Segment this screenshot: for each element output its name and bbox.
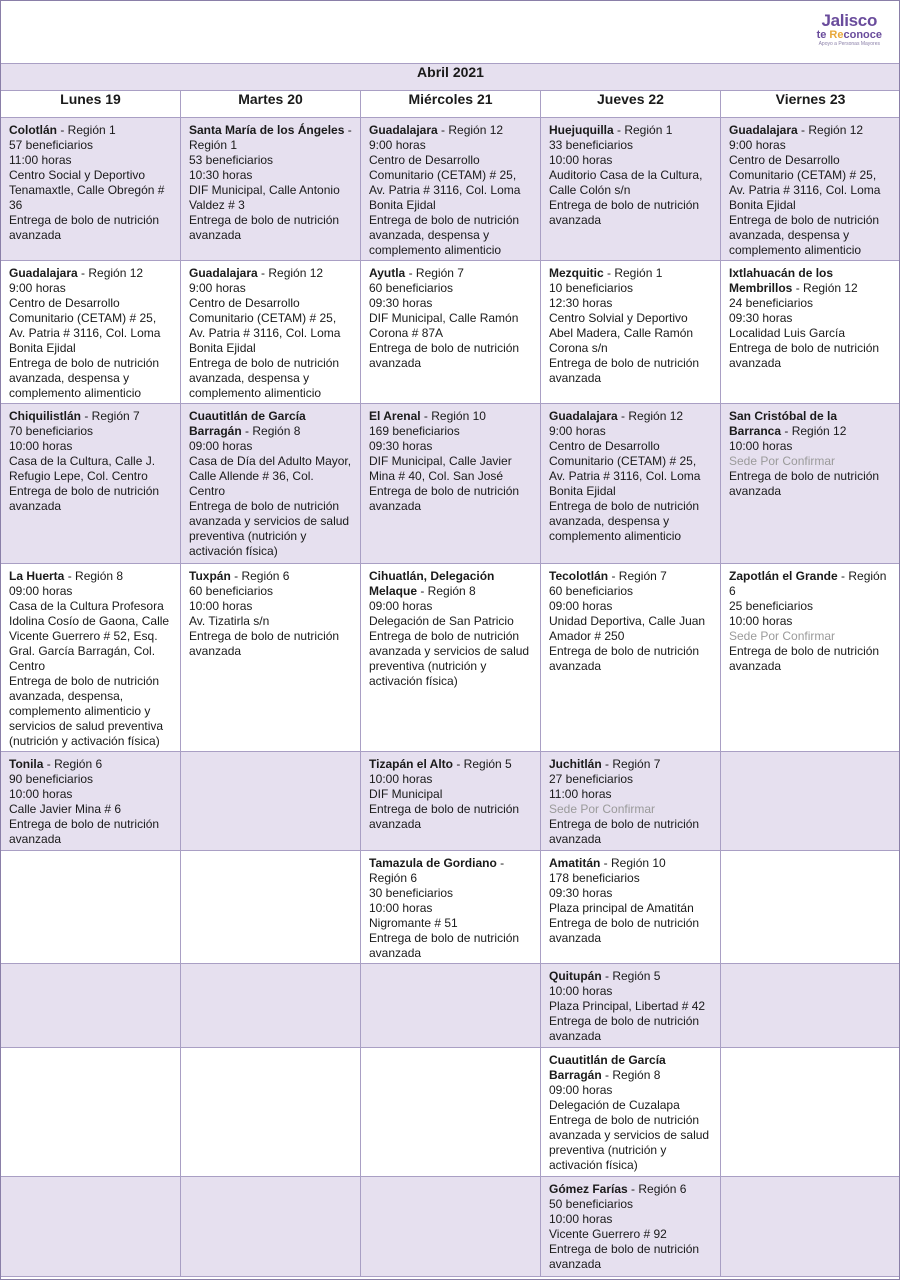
event-detail: Centro Social y Deportivo Tenamaxtle, Calle Obregón # 36 (9, 168, 165, 212)
event-entry (541, 1177, 720, 1274)
event-region: - Región 6 (230, 569, 290, 583)
schedule-body (1, 118, 900, 1277)
event-detail: 10:00 horas (9, 439, 73, 453)
event-detail: Entrega de bolo de nutrición avanzada (549, 1014, 700, 1043)
schedule-row (1, 404, 900, 564)
event-detail: 09:00 horas (9, 584, 73, 598)
event-municipality: Tamazula de Gordiano (369, 856, 497, 870)
event-entry (181, 118, 360, 245)
schedule-cell (721, 1177, 900, 1277)
schedule-cell (721, 964, 900, 1048)
schedule-cell (361, 118, 541, 261)
event-heading (369, 409, 532, 424)
event-detail: DIF Municipal, Calle Ramón Corona # 87A (369, 311, 519, 340)
schedule-cell (181, 404, 361, 564)
event-detail: Centro de Desarrollo Comunitario (CETAM) # 25, Av. Patria # 3116, Col. Loma Bonita Ejidal (549, 439, 701, 498)
schedule-cell (361, 1177, 541, 1277)
logo-tagline: Apoyo a Personas Mayores (818, 41, 880, 47)
venue-pending-note: Sede Por Confirmar (729, 454, 836, 468)
event-detail: 10:00 horas (549, 153, 613, 167)
schedule-cell (361, 851, 541, 964)
event-municipality: Guadalajara (9, 266, 78, 280)
event-region: - Región 12 (797, 123, 864, 137)
event-detail: 90 beneficiarios (9, 772, 94, 786)
schedule-cell (541, 964, 721, 1048)
event-entry (541, 564, 720, 676)
event-heading (549, 969, 712, 984)
event-region: - Región 8 (241, 424, 301, 438)
event-detail: Entrega de bolo de nutrición avanzada (369, 341, 520, 370)
event-heading (369, 757, 532, 772)
schedule-cell (1, 118, 181, 261)
event-region: - Región 5 (453, 757, 512, 771)
event-detail: Casa de Día del Adulto Mayor, Calle Allende # 36, Col. Centro (189, 454, 352, 498)
event-municipality: Ayutla (369, 266, 406, 280)
event-detail: 10:00 horas (9, 787, 73, 801)
day-header: Martes 20 (181, 91, 361, 118)
event-municipality: Gómez Farías (549, 1182, 628, 1196)
jalisco-logo (817, 12, 882, 47)
event-detail: Entrega de bolo de nutrición avanzada (729, 469, 880, 498)
event-municipality: Santa María de los Ángeles (189, 123, 345, 137)
event-detail: 57 beneficiarios (9, 138, 94, 152)
event-detail: 9:00 horas (9, 281, 66, 295)
event-detail: Centro de Desarrollo Comunitario (CETAM) # 25, Av. Patria # 3116, Col. Loma Bonita Ejidal (369, 153, 521, 212)
event-detail: Entrega de bolo de nutrición avanzada (9, 484, 160, 513)
event-municipality: Ixtlahuacán de los Membrillos (729, 266, 834, 295)
event-region: - Región 1 (613, 123, 673, 137)
event-region: - Región 8 (601, 1068, 661, 1082)
event-detail: 10:00 horas (369, 901, 433, 915)
event-entry (181, 404, 360, 561)
event-entry (541, 752, 720, 849)
schedule-cell (541, 1177, 721, 1277)
event-detail: Entrega de bolo de nutrición avanzada (369, 802, 520, 831)
schedule-cell (541, 404, 721, 564)
event-detail: Entrega de bolo de nutrición avanzada (729, 341, 880, 370)
event-detail: 10:00 horas (549, 1212, 613, 1226)
event-entry (361, 404, 540, 516)
event-detail: Entrega de bolo de nutrición avanzada (369, 484, 520, 513)
schedule-cell (541, 564, 721, 752)
day-header: Jueves 22 (541, 91, 721, 118)
event-entry (361, 118, 540, 260)
event-detail: Unidad Deportiva, Calle Juan Amador # 250 (549, 614, 706, 643)
schedule-cell (181, 261, 361, 404)
event-detail: 70 beneficiarios (9, 424, 94, 438)
event-municipality: Guadalajara (189, 266, 258, 280)
event-detail: 09:30 horas (549, 886, 613, 900)
event-detail: Entrega de bolo de nutrición avanzada (729, 644, 880, 673)
event-detail: 12:30 horas (549, 296, 613, 310)
schedule-cell (361, 261, 541, 404)
event-heading (9, 266, 172, 281)
logo-sub-b: conoce (843, 29, 882, 41)
schedule-cell (541, 1048, 721, 1177)
schedule-cell (1, 261, 181, 404)
event-detail: Entrega de bolo de nutrición avanzada y servicios de salud preventiva (nutrición y activación física) (189, 499, 350, 558)
event-heading (189, 569, 352, 584)
event-detail: Plaza Principal, Libertad # 42 (549, 999, 706, 1013)
event-detail: Delegación de San Patricio (369, 614, 514, 628)
event-detail: Entrega de bolo de nutrición avanzada, despensa y complemento alimenticio (369, 213, 520, 257)
logo-main-text: Jalisco (821, 11, 878, 30)
event-heading (549, 1182, 712, 1197)
schedule-cell (181, 564, 361, 752)
schedule-cell (361, 752, 541, 851)
event-detail: 60 beneficiarios (189, 584, 274, 598)
event-municipality: Zapotlán el Grande (729, 569, 838, 583)
event-detail: 60 beneficiarios (369, 281, 454, 295)
event-detail: Entrega de bolo de nutrición avanzada (549, 916, 700, 945)
event-detail: Entrega de bolo de nutrición avanzada (549, 817, 700, 846)
event-detail: Nigromante # 51 (369, 916, 458, 930)
event-detail: 09:00 horas (189, 439, 253, 453)
schedule-cell (1, 404, 181, 564)
event-detail: Entrega de bolo de nutrición avanzada (549, 356, 700, 385)
event-region: - Región 1 (189, 123, 352, 152)
event-detail: Entrega de bolo de nutrición avanzada (549, 198, 700, 227)
schedule-cell (361, 404, 541, 564)
schedule-cell (181, 118, 361, 261)
event-region: - Región 5 (601, 969, 661, 983)
event-entry (541, 964, 720, 1046)
event-detail: Entrega de bolo de nutrición avanzada (189, 213, 340, 242)
event-detail: 09:00 horas (549, 599, 613, 613)
event-detail: Entrega de bolo de nutrición avanzada, despensa y complemento alimenticio (189, 356, 340, 400)
event-detail: 178 beneficiarios (549, 871, 640, 885)
day-header: Lunes 19 (1, 91, 181, 118)
schedule-cell (721, 1048, 900, 1177)
event-detail: 10:30 horas (189, 168, 253, 182)
event-municipality: La Huerta (9, 569, 65, 583)
event-detail: 9:00 horas (549, 424, 606, 438)
event-region: - Región 7 (81, 409, 140, 423)
event-heading (189, 266, 352, 281)
event-entry (1, 564, 180, 751)
event-detail: Entrega de bolo de nutrición avanzada y servicios de salud preventiva (nutrición y activación física) (369, 629, 530, 688)
event-entry (361, 564, 540, 691)
event-detail: 33 beneficiarios (549, 138, 634, 152)
event-heading (729, 266, 892, 296)
event-detail: 50 beneficiarios (549, 1197, 634, 1211)
event-detail: 10 beneficiarios (549, 281, 634, 295)
schedule-cell (361, 564, 541, 752)
event-region: - Región 8 (417, 584, 476, 598)
event-heading (369, 123, 532, 138)
event-detail: 10:00 horas (729, 614, 793, 628)
month-row (1, 64, 900, 91)
event-heading (9, 123, 172, 138)
event-detail: 9:00 horas (729, 138, 786, 152)
event-municipality: Juchitlán (549, 757, 602, 771)
event-detail: 10:00 horas (549, 984, 613, 998)
event-municipality: Guadalajara (369, 123, 438, 137)
event-region: - Región 10 (600, 856, 666, 870)
event-detail: Casa de la Cultura, Calle J. Refugio Lepe, Col. Centro (9, 454, 156, 483)
event-detail: Entrega de bolo de nutrición avanzada (549, 644, 700, 673)
event-municipality: Amatitán (549, 856, 601, 870)
event-entry (541, 851, 720, 948)
event-detail: Entrega de bolo de nutrición avanzada, despensa, complemento alimenticio y servicios de salud preventiva (nutrición y activación física) (9, 674, 164, 748)
event-heading (9, 757, 172, 772)
event-detail: Entrega de bolo de nutrición avanzada, despensa y complemento alimenticio (9, 356, 160, 400)
event-detail: DIF Municipal, Calle Antonio Valdez # 3 (189, 183, 340, 212)
schedule-cell (541, 118, 721, 261)
event-detail: Delegación de Cuzalapa (549, 1098, 680, 1112)
event-region: - Región 7 (601, 757, 661, 771)
month-title: Abril 2021 (1, 64, 900, 91)
event-municipality: Huejuquilla (549, 123, 614, 137)
event-entry (181, 261, 360, 403)
event-detail: 30 beneficiarios (369, 886, 454, 900)
schedule-row (1, 851, 900, 964)
event-detail: Casa de la Cultura Profesora Idolina Cosío de Gaona, Calle Vicente Guerrero # 52, Esq. Gral. García Barragán, Col. Centro (9, 599, 170, 673)
event-detail: 10:00 horas (369, 772, 433, 786)
event-detail: Entrega de bolo de nutrición avanzada (9, 213, 160, 242)
day-header: Viernes 23 (721, 91, 900, 118)
event-region: - Región 12 (617, 409, 684, 423)
event-heading (549, 856, 712, 871)
event-heading (729, 569, 892, 599)
schedule-cell (181, 752, 361, 851)
schedule-cell (1, 1048, 181, 1177)
schedule-cell (541, 261, 721, 404)
schedule-cell (721, 752, 900, 851)
event-heading (729, 409, 892, 439)
event-entry (541, 1048, 720, 1175)
event-detail: 27 beneficiarios (549, 772, 634, 786)
event-detail: 10:00 horas (729, 439, 793, 453)
event-detail: Vicente Guerrero # 92 (549, 1227, 667, 1241)
schedule-cell (181, 851, 361, 964)
event-detail: Entrega de bolo de nutrición avanzada (189, 629, 340, 658)
venue-pending-note: Sede Por Confirmar (729, 629, 836, 643)
event-municipality: Quitupán (549, 969, 602, 983)
event-region: - Región 12 (781, 424, 847, 438)
schedule-row (1, 752, 900, 851)
event-municipality: Colotlán (9, 123, 57, 137)
event-detail: Entrega de bolo de nutrición avanzada, despensa y complemento alimenticio (729, 213, 880, 257)
event-region: - Región 6 (627, 1182, 687, 1196)
event-region: - Región 6 (729, 569, 887, 598)
event-detail: 60 beneficiarios (549, 584, 634, 598)
event-detail: 10:00 horas (189, 599, 253, 613)
event-region: - Región 12 (792, 281, 858, 295)
header (0, 0, 900, 63)
event-entry (541, 404, 720, 546)
event-detail: Centro Solvial y Deportivo Abel Madera, Calle Ramón Corona s/n (549, 311, 694, 355)
event-detail: 25 beneficiarios (729, 599, 814, 613)
schedule-cell (361, 1048, 541, 1177)
event-municipality: Cuautitlán de García Barragán (549, 1053, 666, 1082)
event-region: - Región 6 (369, 856, 505, 885)
schedule-row (1, 564, 900, 752)
schedule-cell (1, 964, 181, 1048)
event-municipality: Cuautitlán de García Barragán (189, 409, 306, 438)
event-region: - Región 12 (437, 123, 504, 137)
event-region: - Región 10 (420, 409, 486, 423)
event-heading (549, 569, 712, 584)
event-detail: DIF Municipal (369, 787, 443, 801)
event-municipality: Mezquitic (549, 266, 604, 280)
event-municipality: Tuxpán (189, 569, 231, 583)
schedule-cell (721, 404, 900, 564)
event-region: - Región 7 (405, 266, 464, 280)
event-entry (181, 564, 360, 661)
day-header: Miércoles 21 (361, 91, 541, 118)
event-detail: Localidad Luis García (729, 326, 846, 340)
event-heading (729, 123, 892, 138)
event-entry (361, 261, 540, 373)
schedule-cell (541, 851, 721, 964)
event-entry (1, 404, 180, 516)
event-detail: 09:30 horas (729, 311, 793, 325)
event-municipality: Tecolotlán (549, 569, 609, 583)
event-detail: 9:00 horas (189, 281, 246, 295)
event-municipality: Guadalajara (549, 409, 618, 423)
schedule-cell (181, 964, 361, 1048)
event-detail: 169 beneficiarios (369, 424, 460, 438)
schedule-row (1, 118, 900, 261)
event-region: - Región 12 (77, 266, 144, 280)
venue-pending-note: Sede Por Confirmar (549, 802, 656, 816)
event-detail: Av. Tizatirla s/n (189, 614, 270, 628)
schedule-cell (721, 564, 900, 752)
event-municipality: Chiquilistlán (9, 409, 81, 423)
event-heading (9, 409, 172, 424)
event-region: - Región 1 (57, 123, 116, 137)
event-heading (189, 123, 352, 153)
event-municipality: Cihuatlán, Delegación Melaque (369, 569, 495, 598)
event-detail: 09:30 horas (369, 439, 433, 453)
event-region: - Región 8 (64, 569, 124, 583)
event-detail: 11:00 horas (549, 787, 612, 801)
logo-sub-a: te (816, 29, 830, 41)
event-entry (1, 261, 180, 403)
logo-sub-text (817, 30, 882, 41)
schedule-row (1, 261, 900, 404)
event-detail: Centro de Desarrollo Comunitario (CETAM) # 25, Av. Patria # 3116, Col. Loma Bonita Ejidal (9, 296, 161, 355)
event-detail: Centro de Desarrollo Comunitario (CETAM) # 25, Av. Patria # 3116, Col. Loma Bonita Ejidal (729, 153, 881, 212)
schedule-row (1, 1048, 900, 1177)
schedule-cell (541, 752, 721, 851)
event-entry (541, 118, 720, 230)
event-detail: Entrega de bolo de nutrición avanzada, despensa y complemento alimenticio (549, 499, 700, 543)
event-region: - Región 7 (608, 569, 667, 583)
event-detail: DIF Municipal, Calle Javier Mina # 40, Col. San José (369, 454, 512, 483)
event-heading (369, 569, 532, 599)
event-entry (1, 752, 180, 849)
event-entry (361, 752, 540, 834)
event-detail: Auditorio Casa de la Cultura, Calle Colón s/n (549, 168, 703, 197)
event-heading (549, 266, 712, 281)
schedule-cell (1, 1177, 181, 1277)
schedule-cell (721, 261, 900, 404)
event-region: - Región 12 (257, 266, 324, 280)
event-detail: 53 beneficiarios (189, 153, 274, 167)
event-detail: Entrega de bolo de nutrición avanzada y servicios de salud preventiva (nutrición y activación física) (549, 1113, 710, 1172)
event-entry (721, 404, 900, 501)
day-header-row (1, 91, 900, 118)
event-detail: Plaza principal de Amatitán (549, 901, 694, 915)
event-municipality: Guadalajara (729, 123, 798, 137)
event-region: - Región 1 (603, 266, 663, 280)
schedule-row (1, 964, 900, 1048)
event-entry (721, 261, 900, 373)
event-entry (1, 118, 180, 245)
event-detail: Entrega de bolo de nutrición avanzada (369, 931, 520, 960)
event-entry (361, 851, 540, 963)
schedule-cell (721, 851, 900, 964)
event-detail: Entrega de bolo de nutrición avanzada (9, 817, 160, 846)
event-entry (721, 118, 900, 260)
schedule-row (1, 1177, 900, 1277)
event-heading (549, 1053, 712, 1083)
event-heading (549, 409, 712, 424)
event-region: - Región 6 (43, 757, 103, 771)
event-heading (369, 266, 532, 281)
event-entry (721, 564, 900, 676)
schedule-cell (181, 1177, 361, 1277)
event-municipality: Tizapán el Alto (369, 757, 454, 771)
event-detail: Calle Javier Mina # 6 (9, 802, 122, 816)
schedule-cell (1, 851, 181, 964)
event-detail: Centro de Desarrollo Comunitario (CETAM) # 25, Av. Patria # 3116, Col. Loma Bonita Ejidal (189, 296, 341, 355)
event-detail: 09:30 horas (369, 296, 433, 310)
schedule-cell (361, 964, 541, 1048)
schedule-cell (1, 564, 181, 752)
schedule-cell (721, 118, 900, 261)
event-detail: 24 beneficiarios (729, 296, 814, 310)
event-detail: 09:00 horas (549, 1083, 613, 1097)
event-detail: 9:00 horas (369, 138, 426, 152)
event-heading (549, 123, 712, 138)
event-municipality: San Cristóbal de la Barranca (729, 409, 838, 438)
event-detail: 09:00 horas (369, 599, 433, 613)
event-municipality: Tonila (9, 757, 44, 771)
schedule-table (0, 63, 900, 1277)
event-entry (541, 261, 720, 388)
event-heading (189, 409, 352, 439)
logo-sub-accent: Re (829, 29, 844, 41)
schedule-cell (1, 752, 181, 851)
schedule-cell (181, 1048, 361, 1177)
event-detail: Entrega de bolo de nutrición avanzada (549, 1242, 700, 1271)
event-heading (549, 757, 712, 772)
event-heading (369, 856, 532, 886)
event-detail: 11:00 horas (9, 153, 72, 167)
event-heading (9, 569, 172, 584)
event-municipality: El Arenal (369, 409, 421, 423)
